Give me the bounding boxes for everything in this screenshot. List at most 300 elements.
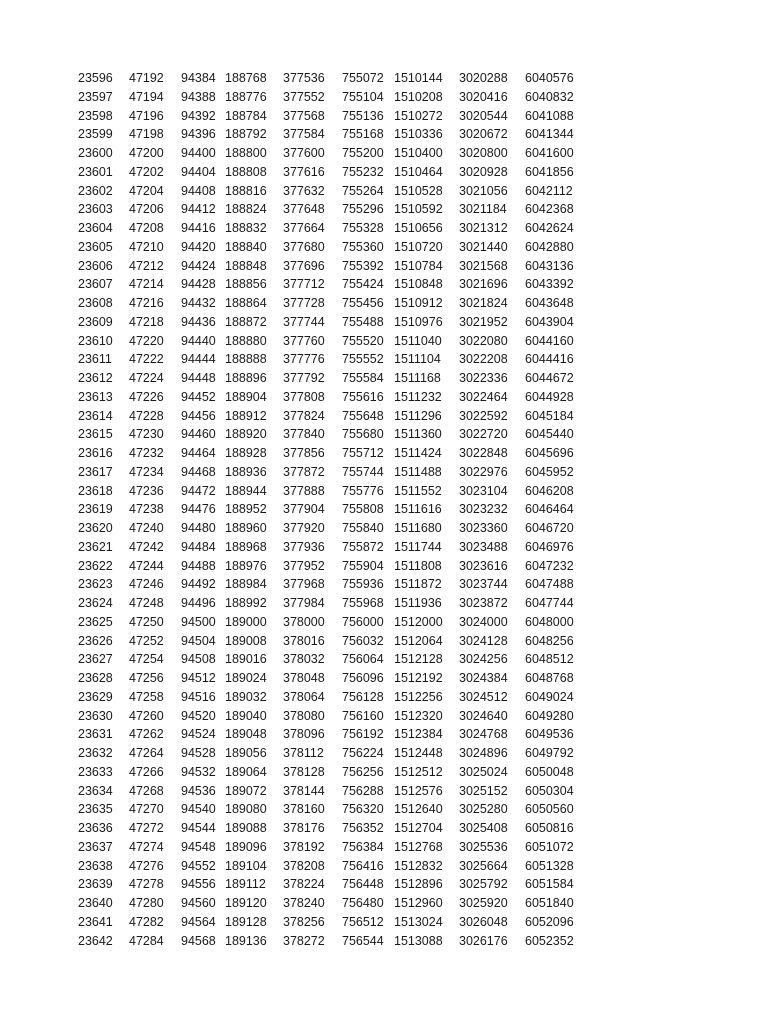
table-cell: 23638 <box>78 858 113 873</box>
table-row <box>0 200 768 219</box>
table-cell: 47280 <box>129 896 164 910</box>
table-cell: 3023744 <box>459 577 508 592</box>
table-cell: 189136 <box>225 933 267 948</box>
table-cell: 3025920 <box>459 896 508 910</box>
table-cell: 1512960 <box>394 896 443 910</box>
table-cell: 1511424 <box>394 446 442 460</box>
table-cell: 3021952 <box>459 314 508 329</box>
table-cell: 6041856 <box>525 164 574 179</box>
table-cell: 47246 <box>129 577 164 592</box>
table-row <box>0 519 768 538</box>
table-cell: 23607 <box>78 277 113 292</box>
table-row <box>0 557 768 576</box>
table-cell: 47282 <box>129 914 164 929</box>
table-cell: 47270 <box>129 802 164 817</box>
table-cell: 1512576 <box>394 783 443 798</box>
table-cell: 3021440 <box>459 239 508 254</box>
table-cell: 188856 <box>225 277 267 292</box>
table-cell: 378096 <box>283 727 325 742</box>
table-cell: 377584 <box>283 127 325 142</box>
table-cell: 188784 <box>225 108 267 123</box>
table-cell: 188880 <box>225 333 267 348</box>
table-row <box>0 125 768 144</box>
table-cell: 6052352 <box>525 933 574 948</box>
table-cell: 756064 <box>342 652 384 667</box>
table-cell: 378112 <box>283 746 324 760</box>
table-cell: 755136 <box>342 108 384 123</box>
table-row <box>0 257 768 276</box>
table-cell: 3023488 <box>459 539 508 554</box>
table-cell: 378048 <box>283 671 325 685</box>
table-cell: 1510976 <box>394 314 443 329</box>
table-cell: 94492 <box>181 577 216 592</box>
table-cell: 377952 <box>283 558 325 573</box>
table-cell: 23637 <box>78 839 113 854</box>
table-cell: 94560 <box>181 896 216 910</box>
table-cell: 377680 <box>283 239 325 254</box>
table-cell: 94452 <box>181 389 216 404</box>
table-cell: 47220 <box>129 333 164 348</box>
table-cell: 189112 <box>225 877 266 892</box>
table-cell: 189120 <box>225 896 267 910</box>
table-cell: 6045952 <box>525 464 574 479</box>
table-cell: 3024640 <box>459 708 508 723</box>
table-cell: 1512640 <box>394 802 443 817</box>
table-cell: 188768 <box>225 71 267 85</box>
table-cell: 23634 <box>78 783 113 798</box>
table-cell: 1510592 <box>394 202 443 217</box>
table-cell: 756288 <box>342 783 384 798</box>
table-row <box>0 238 768 257</box>
table-cell: 755392 <box>342 258 384 273</box>
table-cell: 3022464 <box>459 389 508 404</box>
table-cell: 23601 <box>78 164 113 179</box>
table-cell: 6045696 <box>525 446 574 460</box>
table-cell: 755936 <box>342 577 384 592</box>
table-cell: 3022720 <box>459 427 508 442</box>
table-cell: 1511232 <box>394 389 442 404</box>
table-cell: 47250 <box>129 614 164 629</box>
table-cell: 1511872 <box>394 577 442 592</box>
table-cell: 377760 <box>283 333 325 348</box>
table-cell: 188872 <box>225 314 267 329</box>
table-cell: 378064 <box>283 689 325 704</box>
table-cell: 377728 <box>283 296 325 310</box>
table-cell: 23597 <box>78 89 113 104</box>
table-cell: 94424 <box>181 258 216 273</box>
table-cell: 47274 <box>129 839 164 854</box>
table-cell: 1510720 <box>394 239 443 254</box>
table-cell: 47262 <box>129 727 164 742</box>
table-row <box>0 575 768 594</box>
table-cell: 94564 <box>181 914 216 929</box>
table-row <box>0 669 768 688</box>
table-cell: 755424 <box>342 277 384 292</box>
table-cell: 188840 <box>225 239 267 254</box>
table-cell: 94556 <box>181 877 216 892</box>
table-cell: 6050048 <box>525 764 574 779</box>
table-row <box>0 800 768 819</box>
table-cell: 94404 <box>181 164 216 179</box>
table-cell: 23606 <box>78 258 113 273</box>
table-cell: 94468 <box>181 464 216 479</box>
table-cell: 23598 <box>78 108 113 123</box>
table-cell: 47244 <box>129 558 164 573</box>
table-cell: 6048768 <box>525 671 574 685</box>
table-cell: 94456 <box>181 408 216 423</box>
table-cell: 94400 <box>181 146 216 160</box>
table-cell: 188832 <box>225 221 267 235</box>
table-cell: 94416 <box>181 221 216 235</box>
table-cell: 47240 <box>129 521 164 535</box>
table-cell: 47284 <box>129 933 164 948</box>
table-cell: 3025408 <box>459 821 508 835</box>
table-cell: 6051584 <box>525 877 574 892</box>
table-cell: 756256 <box>342 764 384 779</box>
table-cell: 3021184 <box>459 202 507 217</box>
table-cell: 1512384 <box>394 727 443 742</box>
table-cell: 6046464 <box>525 502 574 517</box>
table-cell: 378128 <box>283 764 325 779</box>
table-cell: 3024000 <box>459 614 508 629</box>
table-cell: 188976 <box>225 558 267 573</box>
table-cell: 188896 <box>225 371 267 385</box>
table-cell: 3022848 <box>459 446 508 460</box>
table-cell: 23603 <box>78 202 113 217</box>
table-row <box>0 857 768 876</box>
table-cell: 94436 <box>181 314 216 329</box>
table-cell: 377632 <box>283 183 325 198</box>
table-cell: 188776 <box>225 89 267 104</box>
table-row <box>0 650 768 669</box>
table-cell: 47198 <box>129 127 164 142</box>
table-cell: 1513088 <box>394 933 443 948</box>
table-cell: 94508 <box>181 652 216 667</box>
table-cell: 755872 <box>342 539 384 554</box>
table-cell: 3025792 <box>459 877 508 892</box>
table-cell: 756384 <box>342 839 384 854</box>
table-cell: 6051328 <box>525 858 574 873</box>
table-cell: 23613 <box>78 389 113 404</box>
table-cell: 6051072 <box>525 839 574 854</box>
table-cell: 47214 <box>129 277 164 292</box>
table-cell: 94568 <box>181 933 216 948</box>
table-cell: 1512128 <box>394 652 443 667</box>
table-cell: 378160 <box>283 802 325 817</box>
table-cell: 1512064 <box>394 633 443 648</box>
table-cell: 23608 <box>78 296 113 310</box>
table-cell: 94420 <box>181 239 216 254</box>
table-cell: 756416 <box>342 858 384 873</box>
table-cell: 189008 <box>225 633 267 648</box>
table-cell: 3024512 <box>459 689 508 704</box>
table-cell: 189016 <box>225 652 267 667</box>
table-cell: 94516 <box>181 689 216 704</box>
table-cell: 756352 <box>342 821 384 835</box>
table-cell: 1511616 <box>394 502 442 517</box>
table-cell: 23630 <box>78 708 113 723</box>
table-cell: 756160 <box>342 708 384 723</box>
table-cell: 755168 <box>342 127 384 142</box>
table-cell: 6052096 <box>525 914 574 929</box>
table-row <box>0 407 768 426</box>
table-cell: 188904 <box>225 389 267 404</box>
table-cell: 3020544 <box>459 108 508 123</box>
table-cell: 189080 <box>225 802 267 817</box>
table-cell: 23640 <box>78 896 113 910</box>
table-cell: 189064 <box>225 764 267 779</box>
table-cell: 47266 <box>129 764 164 779</box>
table-cell: 3025280 <box>459 802 508 817</box>
table-cell: 755232 <box>342 164 384 179</box>
table-cell: 188800 <box>225 146 267 160</box>
table-row <box>0 594 768 613</box>
table-cell: 47236 <box>129 483 164 498</box>
table-cell: 6043136 <box>525 258 574 273</box>
table-cell: 6043392 <box>525 277 574 292</box>
table-cell: 188960 <box>225 521 267 535</box>
table-cell: 6049024 <box>525 689 574 704</box>
table-cell: 47258 <box>129 689 164 704</box>
table-cell: 188968 <box>225 539 267 554</box>
table-cell: 23639 <box>78 877 113 892</box>
table-cell: 47222 <box>129 352 164 367</box>
table-cell: 756480 <box>342 896 384 910</box>
table-cell: 3023104 <box>459 483 508 498</box>
table-cell: 377984 <box>283 596 325 610</box>
table-row <box>0 875 768 894</box>
table-cell: 755904 <box>342 558 384 573</box>
table-cell: 47278 <box>129 877 164 892</box>
table-cell: 23635 <box>78 802 113 817</box>
table-cell: 23617 <box>78 464 113 479</box>
table-cell: 1513024 <box>394 914 443 929</box>
table-cell: 47260 <box>129 708 164 723</box>
table-cell: 188816 <box>225 183 267 198</box>
table-cell: 755104 <box>342 89 384 104</box>
table-cell: 94548 <box>181 839 216 854</box>
table-cell: 756544 <box>342 933 384 948</box>
table-cell: 3025664 <box>459 858 508 873</box>
table-cell: 1511680 <box>394 521 442 535</box>
table-cell: 189088 <box>225 821 267 835</box>
number-table <box>0 69 768 950</box>
table-row <box>0 482 768 501</box>
table-cell: 188792 <box>225 127 267 142</box>
table-cell: 47204 <box>129 183 164 198</box>
table-cell: 755584 <box>342 371 384 385</box>
table-cell: 378272 <box>283 933 325 948</box>
table-cell: 188912 <box>225 408 267 423</box>
table-cell: 94500 <box>181 614 216 629</box>
table-cell: 23632 <box>78 746 113 760</box>
table-cell: 756128 <box>342 689 384 704</box>
table-cell: 755072 <box>342 71 384 85</box>
table-cell: 6047744 <box>525 596 574 610</box>
table-cell: 189072 <box>225 783 267 798</box>
table-cell: 94476 <box>181 502 216 517</box>
table-cell: 377648 <box>283 202 325 217</box>
table-cell: 3024896 <box>459 746 508 760</box>
table-cell: 3025536 <box>459 839 508 854</box>
table-cell: 3024384 <box>459 671 508 685</box>
table-cell: 188920 <box>225 427 267 442</box>
table-cell: 94388 <box>181 89 216 104</box>
table-cell: 3024256 <box>459 652 508 667</box>
table-row <box>0 425 768 444</box>
table-cell: 94512 <box>181 671 216 685</box>
table-cell: 3022976 <box>459 464 508 479</box>
table-cell: 23626 <box>78 633 113 648</box>
table-cell: 756512 <box>342 914 384 929</box>
table-cell: 377856 <box>283 446 325 460</box>
table-cell: 1511744 <box>394 539 442 554</box>
table-cell: 6047232 <box>525 558 574 573</box>
table-cell: 6045184 <box>525 408 574 423</box>
table-cell: 1512896 <box>394 877 443 892</box>
table-row <box>0 538 768 557</box>
table-cell: 755328 <box>342 221 384 235</box>
table-cell: 756000 <box>342 614 384 629</box>
table-cell: 756032 <box>342 633 384 648</box>
table-cell: 3022208 <box>459 352 508 367</box>
table-cell: 378224 <box>283 877 325 892</box>
table-cell: 23619 <box>78 502 113 517</box>
table-row <box>0 613 768 632</box>
table-cell: 47228 <box>129 408 164 423</box>
table-cell: 94440 <box>181 333 216 348</box>
table-cell: 377824 <box>283 408 325 423</box>
table-cell: 94532 <box>181 764 216 779</box>
table-cell: 377808 <box>283 389 325 404</box>
table-cell: 94432 <box>181 296 216 310</box>
table-cell: 3023872 <box>459 596 508 610</box>
table-cell: 756224 <box>342 746 384 760</box>
table-cell: 377776 <box>283 352 325 367</box>
table-row <box>0 744 768 763</box>
table-cell: 47242 <box>129 539 164 554</box>
table-cell: 1511808 <box>394 558 442 573</box>
table-cell: 47212 <box>129 258 164 273</box>
table-cell: 94536 <box>181 783 216 798</box>
table-cell: 1510272 <box>394 108 443 123</box>
table-cell: 6049536 <box>525 727 574 742</box>
table-cell: 6041344 <box>525 127 574 142</box>
table-cell: 755616 <box>342 389 384 404</box>
table-cell: 6046976 <box>525 539 574 554</box>
table-cell: 6042112 <box>525 183 573 198</box>
table-row <box>0 350 768 369</box>
table-cell: 47232 <box>129 446 164 460</box>
table-cell: 188848 <box>225 258 267 273</box>
table-cell: 189096 <box>225 839 267 854</box>
table-row <box>0 913 768 932</box>
table-cell: 189032 <box>225 689 267 704</box>
table-cell: 6044928 <box>525 389 574 404</box>
table-cell: 94412 <box>181 202 216 217</box>
table-cell: 1512320 <box>394 708 443 723</box>
table-cell: 23636 <box>78 821 113 835</box>
table-cell: 23642 <box>78 933 113 948</box>
table-cell: 6042368 <box>525 202 574 217</box>
table-cell: 23599 <box>78 127 113 142</box>
table-cell: 6042624 <box>525 221 574 235</box>
table-row <box>0 144 768 163</box>
table-cell: 94488 <box>181 558 216 573</box>
table-cell: 1512704 <box>394 821 443 835</box>
table-cell: 3023232 <box>459 502 508 517</box>
table-cell: 6046720 <box>525 521 574 535</box>
table-row <box>0 388 768 407</box>
table-cell: 189024 <box>225 671 267 685</box>
table-cell: 755552 <box>342 352 384 367</box>
table-row <box>0 819 768 838</box>
table-cell: 756096 <box>342 671 384 685</box>
table-cell: 377696 <box>283 258 325 273</box>
table-cell: 6044160 <box>525 333 574 348</box>
table-cell: 94396 <box>181 127 216 142</box>
table-cell: 378208 <box>283 858 325 873</box>
table-cell: 756320 <box>342 802 384 817</box>
table-cell: 23625 <box>78 614 113 629</box>
table-cell: 3022336 <box>459 371 508 385</box>
table-cell: 377536 <box>283 71 325 85</box>
table-cell: 6044416 <box>525 352 574 367</box>
table-cell: 94528 <box>181 746 216 760</box>
table-cell: 47224 <box>129 371 164 385</box>
table-cell: 3026048 <box>459 914 508 929</box>
table-cell: 3024128 <box>459 633 508 648</box>
table-cell: 47210 <box>129 239 164 254</box>
table-cell: 3020672 <box>459 127 508 142</box>
table-cell: 378144 <box>283 783 325 798</box>
table-cell: 3020416 <box>459 89 508 104</box>
table-row <box>0 632 768 651</box>
table-cell: 94444 <box>181 352 216 367</box>
table-cell: 3024768 <box>459 727 508 742</box>
table-cell: 23614 <box>78 408 113 423</box>
table-cell: 6040576 <box>525 71 574 85</box>
table-cell: 6042880 <box>525 239 574 254</box>
table-cell: 3021824 <box>459 296 508 310</box>
table-cell: 6048512 <box>525 652 574 667</box>
table-cell: 94544 <box>181 821 216 835</box>
table-cell: 47192 <box>129 71 164 85</box>
table-cell: 378240 <box>283 896 325 910</box>
table-cell: 3022592 <box>459 408 508 423</box>
table-cell: 188936 <box>225 464 267 479</box>
table-cell: 47202 <box>129 164 164 179</box>
table-cell: 1512448 <box>394 746 443 760</box>
table-cell: 1511552 <box>394 483 442 498</box>
table-cell: 1512192 <box>394 671 443 685</box>
table-row <box>0 500 768 519</box>
table-cell: 6050304 <box>525 783 574 798</box>
table-cell: 1511296 <box>394 408 442 423</box>
table-cell: 1510208 <box>394 89 443 104</box>
table-row <box>0 763 768 782</box>
table-cell: 6041600 <box>525 146 574 160</box>
table-cell: 377792 <box>283 371 325 385</box>
table-cell: 23600 <box>78 146 113 160</box>
table-cell: 23628 <box>78 671 113 685</box>
table-cell: 756448 <box>342 877 384 892</box>
table-cell: 377600 <box>283 146 325 160</box>
table-row <box>0 725 768 744</box>
table-cell: 6041088 <box>525 108 574 123</box>
table-cell: 47218 <box>129 314 164 329</box>
table-cell: 188808 <box>225 164 267 179</box>
